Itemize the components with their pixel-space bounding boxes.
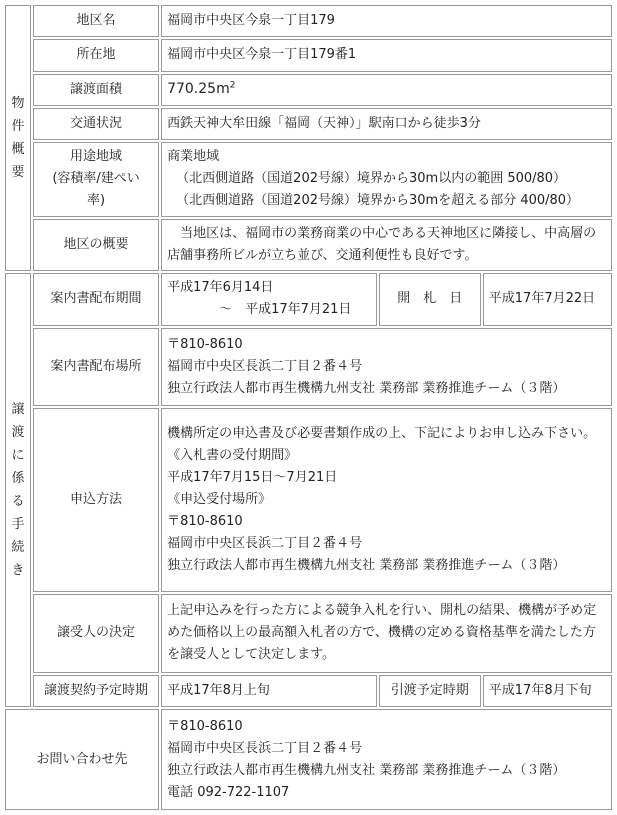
decision-value-cell	[161, 594, 612, 673]
row-application	[5, 408, 612, 592]
application-office: 独立行政法人都市再生機構九州支社 業務部 業務推進チーム（３階）	[167, 558, 566, 574]
contract-value: 平成17年8月上旬	[161, 675, 377, 707]
handover-label: 引渡予定時期	[379, 675, 481, 707]
application-period: 平成17年7月15日～7月21日	[167, 470, 338, 486]
bid-date-label: 開 札 日	[397, 291, 463, 307]
distribution-period-end: ～ 平成17年7月21日	[219, 302, 352, 318]
distribution-place-postal: 〒810-8610	[167, 337, 243, 353]
area-value: 770.25m	[167, 81, 230, 98]
property-group-cell	[5, 5, 31, 271]
row-district-name	[5, 5, 612, 37]
zoning-value-line2: （北西側道路（国道202号線）境界から30m以内の範囲 500/80）	[176, 171, 567, 187]
decision-label: 譲受人の決定	[33, 594, 159, 673]
bid-date-label-cell	[379, 273, 481, 325]
zoning-label-line3: 率)	[87, 193, 106, 209]
row-location	[5, 39, 612, 71]
distribution-period-label: 案内書配布期間	[33, 273, 159, 325]
application-address: 福岡市中央区長浜二丁目２番４号	[167, 536, 363, 552]
area-value-cell	[161, 74, 612, 106]
property-group-label: 物件概要	[11, 96, 25, 181]
location-value: 福岡市中央区今泉一丁目179番1	[161, 39, 612, 71]
procedure-group-cell	[5, 273, 31, 707]
access-label: 交通状況	[33, 108, 159, 140]
zoning-label-line2: (容積率/建ぺい	[52, 171, 140, 187]
access-value: 西鉄天神大牟田線「福岡（天神）」駅南口から徒歩3分	[161, 108, 612, 140]
zoning-value-line1: 商業地域	[167, 149, 220, 165]
procedure-group-label: 譲渡に係る手続き	[11, 402, 25, 579]
row-decision	[5, 594, 612, 673]
application-place-heading: 《申込受付場所》	[167, 492, 272, 508]
application-label: 申込方法	[33, 408, 159, 592]
contact-postal: 〒810-8610	[167, 718, 243, 734]
handover-value: 平成17年8月下旬	[483, 675, 612, 707]
decision-value: 上記申込みを行った方による競争入札を行い、開札の結果、機構が予め定めた価格以上の最高額入札者の方で、機構の定める資格基準を満たした方を譲受人として決定します。	[167, 603, 597, 663]
area-unit-superscript: 2	[229, 80, 236, 91]
location-label: 所在地	[33, 39, 159, 71]
zoning-value-cell	[161, 142, 612, 217]
distribution-place-value-cell	[161, 328, 612, 407]
zoning-value-line3: （北西側道路（国道202号線）境界から30mを超える部分 400/80）	[176, 193, 580, 209]
distribution-place-label: 案内書配布場所	[33, 328, 159, 407]
row-contract	[5, 675, 612, 707]
contact-office: 独立行政法人都市再生機構九州支社 業務部 業務推進チーム（３階）	[167, 762, 566, 778]
overview-label: 地区の概要	[33, 219, 159, 271]
contract-label: 譲渡契約予定時期	[33, 675, 159, 707]
row-distribution-place	[5, 328, 612, 407]
distribution-period-start: 平成17年6月14日	[167, 280, 274, 296]
contact-address: 福岡市中央区長浜二丁目２番４号	[167, 740, 363, 756]
district-name-label: 地区名	[33, 5, 159, 37]
overview-value-cell	[161, 219, 612, 271]
application-period-heading: 《入札書の受付期間》	[167, 448, 298, 464]
row-zoning	[5, 142, 612, 217]
area-label: 譲渡面積	[33, 74, 159, 106]
property-info-table	[3, 3, 614, 812]
contact-value-cell	[161, 709, 612, 810]
application-value-cell	[161, 408, 612, 592]
contact-phone: 電話 092-722-1107	[167, 784, 290, 800]
row-distribution-period	[5, 273, 612, 325]
row-access	[5, 108, 612, 140]
bid-date-value: 平成17年7月22日	[483, 273, 612, 325]
row-area	[5, 74, 612, 106]
zoning-label-line1: 用途地域	[70, 149, 123, 165]
overview-value: 当地区は、福岡市の業務商業の中心である天神地区に隣接し、中高層の店舗事務所ビルが立ち並び、交通利便性も良好です。	[167, 226, 597, 264]
application-intro: 機構所定の申込書及び必要書類作成の上、下記によりお申し込み下さい。	[167, 426, 597, 442]
district-name-value: 福岡市中央区今泉一丁目179	[161, 5, 612, 37]
zoning-label-cell	[33, 142, 159, 217]
row-contact	[5, 709, 612, 810]
distribution-place-office: 独立行政法人都市再生機構九州支社 業務部 業務推進チーム（３階）	[167, 381, 566, 397]
distribution-period-value-cell	[161, 273, 377, 325]
contact-label: お問い合わせ先	[5, 709, 159, 810]
distribution-place-address: 福岡市中央区長浜二丁目２番４号	[167, 359, 363, 375]
application-postal: 〒810-8610	[167, 514, 243, 530]
row-overview	[5, 219, 612, 271]
